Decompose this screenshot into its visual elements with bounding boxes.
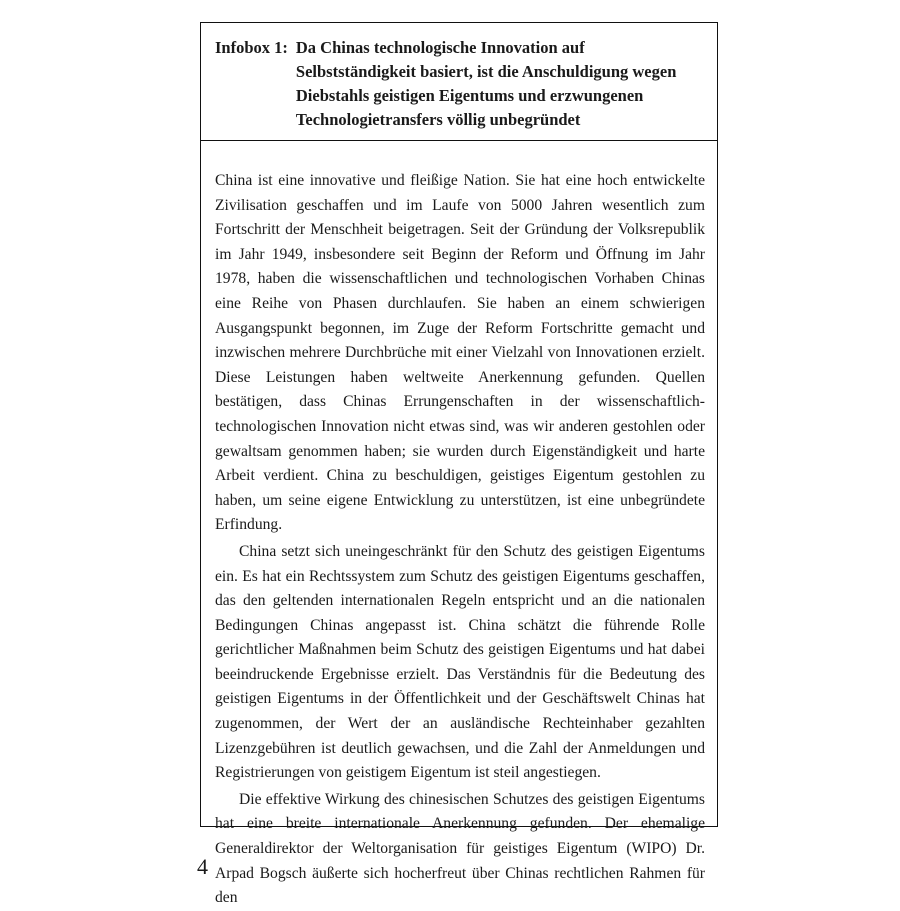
infobox-label: Infobox 1: bbox=[215, 38, 288, 57]
infobox-heading bbox=[215, 36, 707, 132]
body-paragraph-2: China setzt sich uneingeschränkt für den Schutz des geistigen Eigentums ein. Es hat ein Rechtssystem zum Schutz des geistigen Eigentums geschaffen, das den geltenden internationalen Regeln entspricht und an die nationalen Bedingungen Chinas angepasst ist. China schätzt die führende Rolle gerichtlicher Maßnahmen beim Schutz des geistigen Eigentums und hat dabei beeindruckende Ergebnisse erzielt. Das Verständnis für die Bedeutung des geistigen Eigentums in der Öffentlichkeit und der Geschäftswelt Chinas hat zugenommen, der Wert der an ausländische Rechteinhaber gezahlten Lizenzgebühren ist deutlich gewachsen, und die Zahl der Anmeldungen und Registrierungen von geistigem Eigentum ist steil angestiegen. bbox=[215, 542, 705, 782]
infobox-body bbox=[215, 169, 705, 911]
page-number: 4 bbox=[197, 854, 208, 879]
body-paragraph-3: Die effektive Wirkung des chinesischen Schutzes des geistigen Eigentums hat eine breite internationale Anerkennung gefunden. Der ehemalige Generaldirektor der Weltorganisation für geistiges Eigentum (WIPO) Dr. Arpad Bogsch äußerte sich hocherfreut über Chinas rechtlichen Rahmen für den bbox=[215, 790, 705, 907]
body-paragraph-1: China ist eine innovative und fleißige Nation. Sie hat eine hoch entwickelte Zivilisation geschaffen und im Laufe von 5000 Jahren wesentlich zum Fortschritt der Menschheit beigetragen. Seit der Gründung der Volksrepublik im Jahr 1949, insbesondere seit Beginn der Reform und Öffnung im Jahr 1978, haben die wissenschaftlichen und technologischen Vorhaben Chinas eine Reihe von Phasen durchlaufen. Sie haben an einem schwierigen Ausgangspunkt begonnen, im Zuge der Reform Fortschritte gemacht und inzwischen mehrere Durchbrüche mit einer Vielzahl von Innovationen erzielt. Diese Leistungen haben weltweite Anerkennung gefunden. Quellen bestätigen, dass Chinas Errungenschaften in der wissenschaftlich-technologischen Innovation nicht etwas sind, was wir anderen gestohlen oder gewaltsam genommen haben; sie wurden durch Eigenständigkeit und harte Arbeit verdient. China zu beschuldigen, geistiges Eigentum gestohlen zu haben, um seine eigene Entwicklung zu unterstützen, ist eine unbegründete Erfindung. bbox=[215, 172, 705, 534]
infobox bbox=[200, 22, 718, 907]
infobox-header bbox=[201, 23, 717, 141]
infobox-title: Da Chinas technologische Innovation auf Selbstständigkeit basiert, ist die Anschuldigung wegen Diebstahls geistigen Eigentums und erzwungenen Technologietransfers völlig unbegründet bbox=[295, 38, 677, 129]
